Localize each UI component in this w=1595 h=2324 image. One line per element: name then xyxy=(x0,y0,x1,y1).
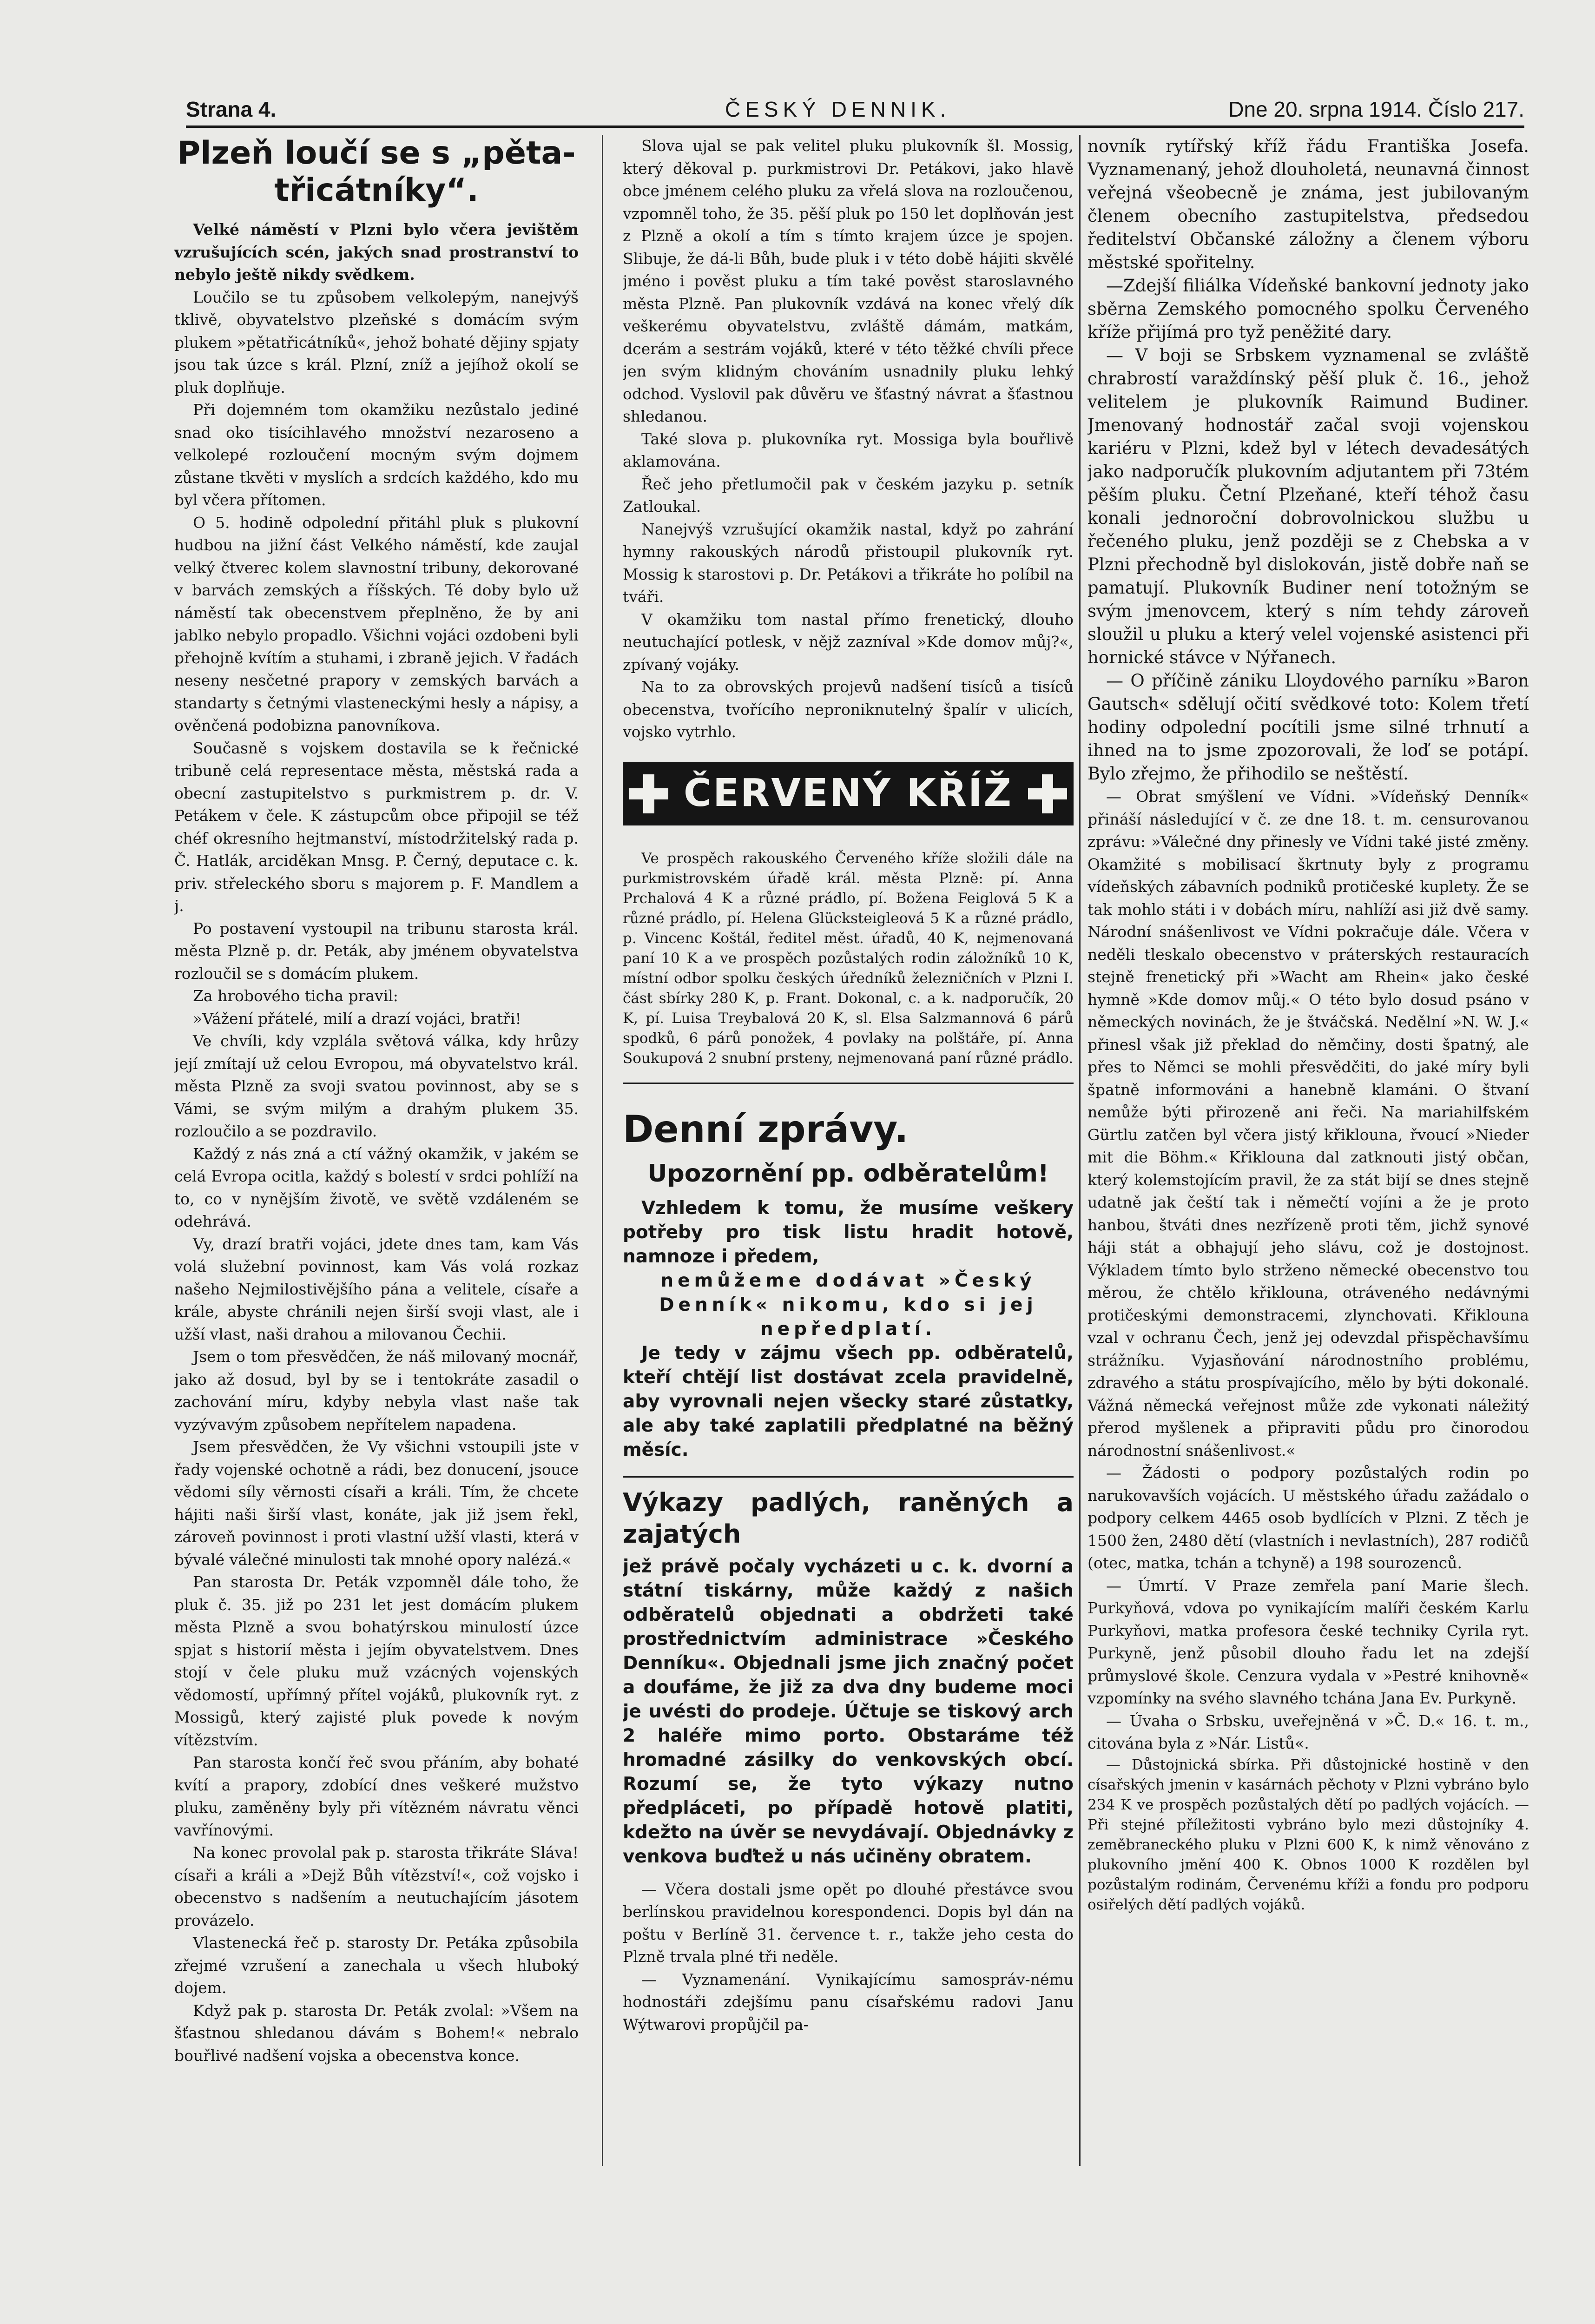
paragraph: Na to za obrovských projevů nadšení tisíců a tisíců obecenstva, tvořícího neproniknutelný špalír v ulicích, vojsko vytrhlo. xyxy=(623,678,1074,741)
column-3 xyxy=(1088,135,1529,2169)
paragraph: V okamžiku tom nastal přímo frenetický, dlouho neutuchající potlesk, v nějž zazníval »Kde domov můj?«, zpívaný vojáky. xyxy=(623,610,1074,673)
donations-list: Ve prospěch rakouského Červeného kříže složili dále na purkmistrovském úřadě král. města Plzně: pí. Anna Prchalová 4 K a různé prádlo, pí. Božena Feiglová 5 K a různé prádlo, pí. Helena Glücksteigleová 5 K a různé prádlo, p. Vincenc Koštál, ředitel měst. úřadů, 40 K, nejmenovaná paní 10 K a ve prospěch pozůstalých rodin záložníků 10 K, místní odbor spolku českých úředníků železničních v Plzni I. část sbírky 280 K, p. Frant. Dokonal, c. a k. nadporučík, 20 K, pí. Luisa Treybalová 20 K, sl. Elsa Salzmannová 6 párů spodků, 6 párů ponožek, 4 povlaky na polštáře, pí. Anna Soukupová 2 snubní prsteny, nejmenovaná paní různé prádlo. xyxy=(623,850,1074,1067)
paragraph: Za hrobového ticha pravil: xyxy=(193,987,398,1005)
paragraph: Řeč jeho přetlumočil pak v českém jazyku p. setník Zatloukal. xyxy=(623,475,1074,515)
section-separator xyxy=(623,1476,1074,1478)
paragraph: — Vyznamenání. Vynikajícímu samospráv-nému hodnostáři zdejšímu panu císařskému radovi Janu Wýtwarovi propůjčil pa- xyxy=(623,1970,1074,2034)
paragraph: — Obrat smýšlení ve Vídni. »Vídeňský Denník« přináší následující v č. ze dne 18. t. m. censurovanou zprávu: »Válečné dny přinesly ve Vídni také jisté změny. Okamžité s mobilisací škrtnuty byly z programu vídeňských zábavních podniků protičeské kuplety. Že se tak mohlo státi i v dobách míru, nahlíží asi již dvě samy. Národní snášenlivost ve Vídni pokračuje dále. Včera v neděli tleskalo obecenstvo v práterských restauracích stejně frenetický při »Wacht am Rhein« jako české hymně »Kde domov můj.« O této bylo dosud psáno v německých novinách, že je štváčská. Nedělní »N. W. J.« přinesl však již překlad do němčiny, dosti špatný, ale přes to Němci se mohli přesvědčiti, do jaké míry byli špatně informováni a hanebně klamáni. O štvaní nemůže býti přirozeně ani řeči. Na mariahilfském Gürtlu zatčen byl včera jistý křiklouna, řvoucí »Nieder mit die Böhm.« Křiklouna dal zatknouti jistý občan, který kolemstojícím pravil, že za stát bijí se dnes stejně udatně jak čeští tak i němečtí vojíni a že je proto hanbou, štváti dnes nezřízeně proti těm, jichž synové háji stát a obhajují jeho slávu, což je dostojnost. Výkladem tímto bylo strženo německé obecenstvo tou měrou, že chtělo křiklouna, otráveného nedávnými protičeskými demonstracemi, zlynchovati. Křiklouna vzal v ochranu Čech, jenž jej odevzdal přispěchavšímu strážníku. Vyjasňování národnostního problému, zdravého a státu prospívajícího, mělo by býti dokonalé. Vážná německá veřejnost může zde vykonati náležitý přerod myšlenek a připraviti půdu pro činorodou národnostní snášenlivost.« xyxy=(1088,787,1529,1459)
column-divider xyxy=(1079,135,1081,2166)
paragraph: Nanejvýš vzrušující okamžik nastal, když po zahrání hymny rakouských národů přistoupil plukovník ryt. Mossig k starostovi p. Dr. Petákovi a třikráte ho políbil na tváři. xyxy=(623,520,1074,606)
paragraph: — Úvaha o Srbsku, uveřejněná v »Č. D.« 16. t. m., citována byla z »Nár. Listů«. xyxy=(1088,1711,1529,1752)
red-cross-title: ČERVENÝ KŘÍŽ xyxy=(683,771,1013,816)
paragraph: Také slova p. plukovníka ryt. Mossiga byla bouřlivě aklamována. xyxy=(623,429,1074,470)
paragraph: »Vážení přátelé, milí a drazí vojáci, bratři! xyxy=(193,1009,521,1028)
paragraph: Velké náměstí v Plzni bylo včera jevištěm vzrušujících scén, jakých snad prostranství to nebylo ještě nikdy svědkem. xyxy=(174,220,579,284)
paragraph: novník rytířský kříž řádu Františka Josefa. Vyznamenaný, jehož dlouholetá, neunavná činnost veřejná všeobecně je známa, jest jubilovaným členem obecního zastupitelstva, předsedou ředitelství Občanské záložny a členem výboru městské spořitelny. xyxy=(1088,136,1529,272)
paragraph: — V boji se Srbskem vyznamenal se zvláště chrabrostí varaždínský pěší pluk č. 16., jehož velitelem je plukovník Raimund Budiner. Jmenovaný hodnostář začal svoji vojenskou kariéru v Plzni, kdež byl v létech devadesátých jako nadporučík plukovním adjutantem při 73tém pěším pluku. Četní Plzeňané, kteří téhož času konali jednoroční dobrovolnickou službu u řečeného pluku, jenž později se z Chebska a v Plzni přechodně byl dislokován, jistě dobře naň se pamatují. Plukovník Budiner není totožným se svým jmenovcem, který s ním tehdy zároveň sloužil u pluku a který velel vojenské asistenci při hornické stávce v Nýřanech. xyxy=(1088,345,1529,667)
vykazy-text: jež právě počaly vycházeti u c. k. dvorní a státní tiskárny, může každý z našich odběratelů objednati a obdržeti také prostřednictvím administrace »Českého Denníku«. Objednali jsme jich značný počet a doufáme, že již za dva dny budeme moci je uvésti do prodeje. Účtuje se tiskový arch 2 haléře mimo porto. Obstaráme též hromadné zásilky do venkovských obcí. Rozumí se, že tyto výkazy nutno předpláceti, po případě hotově platiti, kdežto na úvěr se nevydávají. Objednávky z venkova buďtež u nás učiněny obratem. xyxy=(623,1556,1074,1867)
newspaper-title: ČESKÝ DENNIK. xyxy=(725,97,951,121)
paragraph: —Zdejší filiálka Vídeňské bankovní jednoty jako sběrna Zemského pomocného spolku Červeného kříže přijímá pro tyž peněžité dary. xyxy=(1088,276,1529,342)
column-1 xyxy=(174,135,579,2169)
masthead xyxy=(186,93,1524,128)
paragraph: Současně s vojskem dostavila se k řečnické tribuně celá representace města, městská rada a obecní zastupitelstvo s purkmistrem p. dr. V. Petákem v čele. K zástupcům obce připojil se též chéf okresního hejtmanství, místodržitelský rada p. Č. Hatlák, arciděkan Mnsg. P. Černý, deputace c. k. priv. střeleckého sboru s majorem p. F. Mandlem a j. xyxy=(174,739,579,915)
paragraph: Slova ujal se pak velitel pluku plukovník šl. Mossig, který děkoval p. purkmistrovi Dr. Petákovi, jako hlavě obce jménem celého pluku za vřelá slova na rozloučenou, vzpomněl toho, že 35. pěší pluk po 150 let doplňován jest z Plzně a okolí a tím s tímto krajem úzce je spojen. Slibuje, že dá-li Bůh, bude pluk i v této době hájiti skvělé jméno i pověst pluku a tím také pověst staroslavného města Plzně. Pan plukovník vzdává na konec vřelý dík veškerému obyvatelstvu, zvláště dámám, matkám, dcerám a sestrám vojáků, které v této těžké chvíli přece jen svým klidným chováním usnadnily pluku lehký odchod. Vyslovil pak důvěru ve šťastný návrat a šťastnou shledanou. xyxy=(623,137,1074,425)
paragraph: Jsem přesvědčen, že Vy všichni vstoupili jste v řady vojenské ochotně a rádi, bez donucení, jsouce vědomi síly věrnosti císaři a králi. Tím, že chcete hájiti naši širší vlast, konáte, jak již jsem řekl, zároveň povinnost i proti vlastní užší vlasti, která v bývalé válečné minulosti tak mnohé opory nalézá.« xyxy=(174,1438,579,1569)
notice-text: nemůžeme dodávat »Český Denník« nikomu, kdo si jej nepředplatí. xyxy=(659,1270,1037,1340)
notice-heading: Upozornění pp. odběratelům! xyxy=(647,1159,1049,1188)
paragraph: — O příčině zániku Lloydového parníku »Baron Gautsch« sdělují očití svědkové toto: Kolem třetí hodiny odpolední pocítili jsme silné trhnutí a ihned na to jsme zpozorovali, že loď se potápí. Bylo zřejmo, že přihodilo se neštěstí. xyxy=(1088,671,1529,784)
paragraph: Každý z nás zná a ctí vážný okamžik, v jakém se celá Evropa ocitla, každý s bolestí v srdci pohlíží na to, co v nynějším životě, ve světě vzdáleném se odehrává. xyxy=(174,1144,579,1230)
column-2 xyxy=(623,135,1074,2169)
paragraph: Pan starosta Dr. Peták vzpomněl dále toho, že pluk č. 35. již po 231 let jest domácím plukem města Plzně a svou bohatýrskou minulostí úzce spjat s historií města i jejím obyvatelstvem. Dnes stojí v čele pluku muž vzácných vojenských vědomostí, upřímný přítel vojáků, plukovník ryt. z Mossigů, který zajisté pluk povede k novým vítězstvím. xyxy=(174,1573,579,1749)
paragraph: Při dojemném tom okamžiku nezůstalo jediné snad oko tisícihlavého množství nezaroseno a velkolepé rozloučení mocným svým dojmem zůstane tkvěti v myslích a srdcích každého, kdo mu byl včera přítomen. xyxy=(174,401,579,509)
paragraph: Po postavení vystoupil na tribunu starosta král. města Plzně p. dr. Peták, aby jménem obyvatelstva rozloučil se s domácím plukem. xyxy=(174,919,579,983)
paragraph: Ve chvíli, kdy vzplála světová válka, kdy hrůzy její zmítají už celou Evropou, má obyvatelstvo král. města Plzně za svoji svatou povinnost, aby se s Vámi, se svým milým a drahým plukem 35. rozloučilo a se pozdravilo. xyxy=(174,1032,579,1140)
section-title: Denní zprávy. xyxy=(623,1107,909,1151)
paragraph: — Důstojnická sbírka. Při důstojnické hostině v den císařských jmenin v kasárnách pěchoty v Plzni vybráno bylo 234 K ve prospěch pozůstalých dětí po padlých vojácích. — Při stejné příležitosti vybráno bylo mezi důstojníky 4. zeměbraneckého pluku v Plzni 600 K, k nimž věnováno z plukovního jmění 400 K. Obnos 1000 K rozdělen byl pozůstalým rodinám, Červenému kříži a fondu pro podporu osiřelých dětí padlých vojáků. xyxy=(1088,1756,1529,1913)
vykazy-heading: Výkazy padlých, raněných a zajatých xyxy=(623,1487,1074,1549)
paragraph: Vy, drazí bratři vojáci, jdete dnes tam, kam Vás volá služební povinnost, kam Vás volá rozkaz našeho Nejmilostivějšího pána a velitele, císaře a krále, abyste chránili nejen širší svoji vlast, ale i užší vlast, naši drahou a milovanou Čechii. xyxy=(174,1235,579,1343)
paragraph: Na konec provolal pak p. starosta třikráte Sláva! císaři a králi a »Dejž Bůh vítězství!«, což vojsko i obecenstvo s nadšením a neutuchajícím jásotem provázelo. xyxy=(174,1843,579,1929)
paragraph: — Včera dostali jsme opět po dlouhé přestávce svou berlínskou pravidelnou korespondenci. Dopis byl dán na poštu v Berlíně 31. července t. r., takže jeho cesta do Plzně trvala plné tři neděle. xyxy=(623,1880,1074,1966)
paragraph: Jsem o tom přesvědčen, že náš milovaný mocnář, jako až dosud, byl by se i tentokráte zasadil o zachování míru, kdyby nebyla vlast naše tak vyzývavým způsobem nepřítelem napadena. xyxy=(174,1347,579,1433)
article-headline: Plzeň loučí se s „pěta-třicátníky“. xyxy=(177,135,576,209)
column-divider xyxy=(602,135,603,2166)
paragraph: Loučilo se tu způsobem velkolepým, nanejvýš tklivě, obyvatelstvo plzeňské s domácím svým plukem »pětatřicátníků«, jehož bohaté dějiny spjaty jsou tak úzce s král. Plzní, zníž a jejíhož okolí se pluk doplňuje. xyxy=(174,288,579,396)
section-separator xyxy=(623,1083,1074,1084)
paragraph: O 5. hodině odpolední přitáhl pluk s plukovní hudbou na jižní část Velkého náměstí, kde zaujal velký čtverec kolem slavnostní tribuny, dekorované v barvách zemských a říšských. Té doby bylo už náměstí tak obecenstvem přeplněno, že by ani jablko nebylo propadlo. Všichni vojáci ozdobeni byli přehojně kvítím a stuhami, i zbraně jejich. V řadách neseny nesčetné prapory v zemských barvách a standarty s četnými vlasteneckými hesly a nápisy, a ověnčená podobizna panovníkova. xyxy=(174,513,579,734)
red-cross-banner xyxy=(623,762,1074,825)
red-cross-icon xyxy=(627,772,670,815)
paragraph: — Úmrtí. V Praze zemřela paní Marie šlech. Purkyňová, vdova po vynikajícím malíři českém Karlu Purkyňovi, matka profesora české techniky Cyrila ryt. Purkyně, jenž působil dlouho řadu let na zdejší průmyslové škole. Cenzura vydala v »Pestré knihovně« vzpomínky na svého slavného tchána Jana Ev. Purkyně. xyxy=(1088,1576,1529,1707)
paragraph: Vlastenecká řeč p. starosty Dr. Petáka způsobila zřejmé vzrušení a zanechala u všech hluboký dojem. xyxy=(174,1934,579,1997)
page-number: Strana 4. xyxy=(186,97,277,121)
paragraph: Pan starosta končí řeč svou přáním, aby bohaté kvítí a prapory, zdobící dnes veškeré mužstvo pluku, zaměněny byly při vítězném návratu věnci vavřínovými. xyxy=(174,1753,579,1839)
issue-date: Dne 20. srpna 1914. Číslo 217. xyxy=(1228,97,1524,121)
paragraph: — Žádosti o podpory pozůstalých rodin po narukovavších vojácích. U městského úřadu zažádalo o podpory celkem 4465 osob bydlících v Plzni. Z těch je 1500 žen, 2480 dětí (vlastních i nevlastních), 287 rodičů (otec, matka, tchán a tchyně) a 198 sourozenců. xyxy=(1088,1464,1529,1572)
notice-text: Vzhledem k tomu, že musíme veškery potřeby pro tisk listu hradit hotově, namnoze i předem, xyxy=(623,1197,1074,1267)
notice-text: Je tedy v zájmu všech pp. odběratelů, kteří chtějí list dostávat zcela pravidelně, aby vyrovnali nejen všecky staré zůstatky, ale aby také zaplatili předplatné na běžný měsíc. xyxy=(623,1342,1074,1460)
red-cross-icon xyxy=(1026,772,1069,815)
paragraph: Když pak p. starosta Dr. Peták zvolal: »Všem na šťastnou shledanou dávám s Bohem!« nebralo bouřlivé nadšení vojska a obecenstva konce. xyxy=(174,2001,579,2065)
